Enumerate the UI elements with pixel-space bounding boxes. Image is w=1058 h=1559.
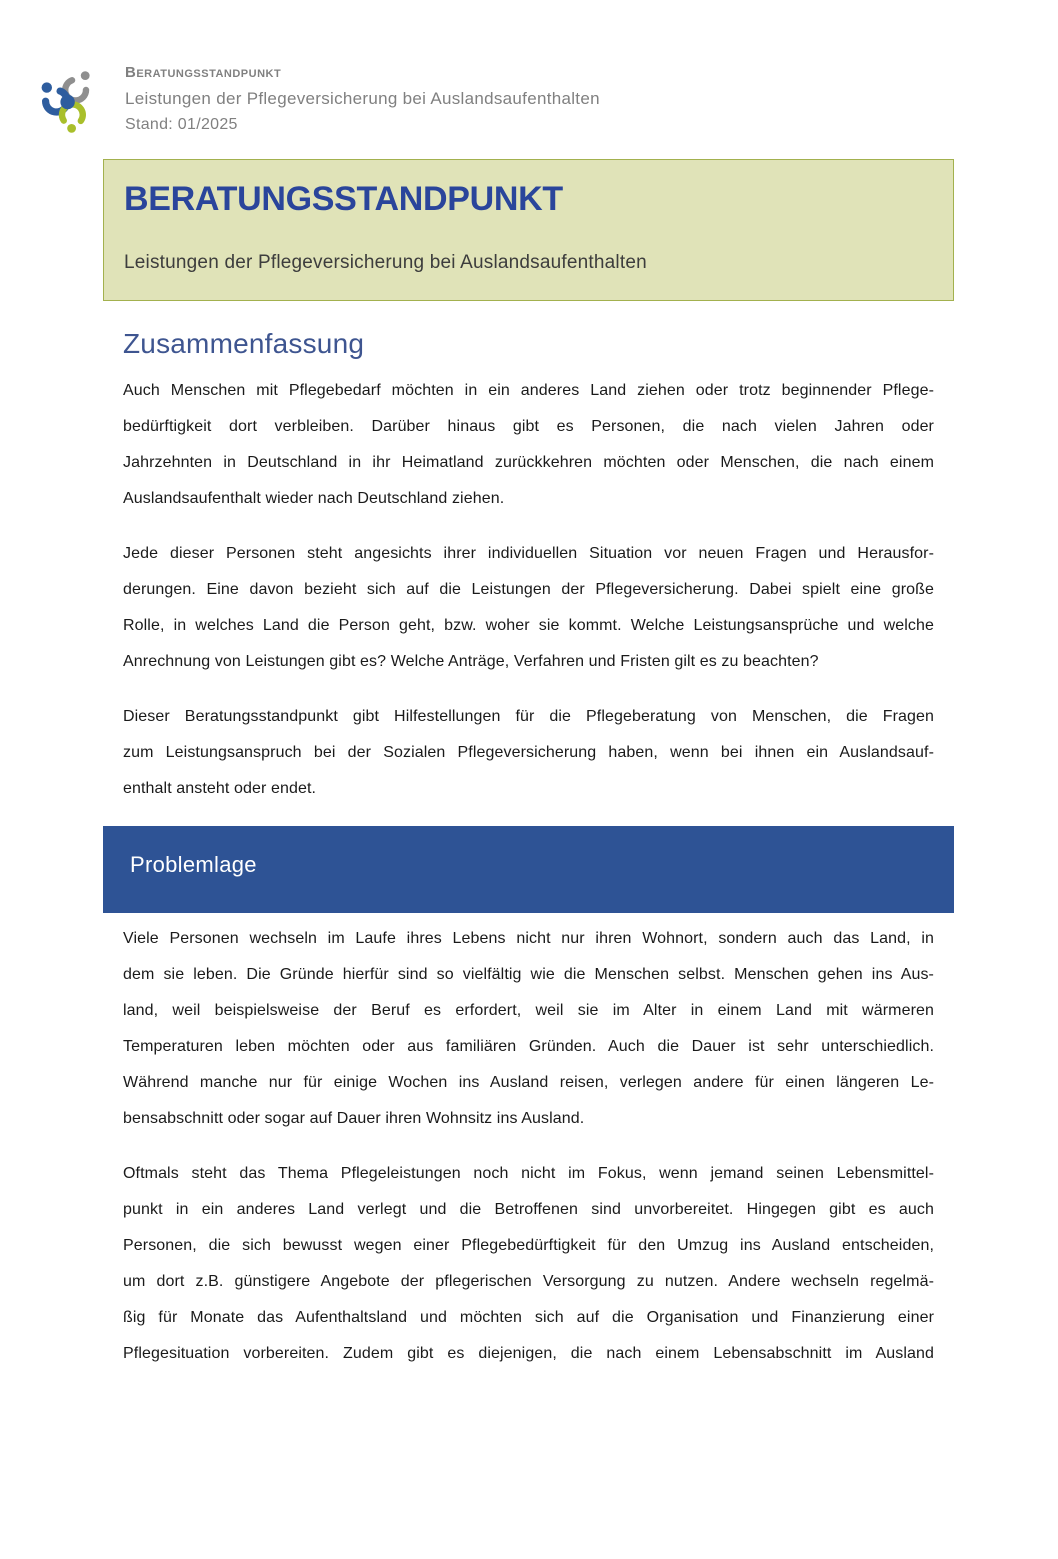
header-text-block	[125, 62, 600, 134]
paragraph	[123, 921, 934, 1137]
text-line: dem sie leben. Die Gründe hierfür sind so vielfältig wie die Menschen selbst. Menschen gehen ins Aus-	[123, 966, 934, 983]
header-date: Stand: 01/2025	[125, 116, 238, 133]
text-line: Während manche nur für einige Wochen ins Ausland reisen, verlegen andere für einen längeren Le-	[123, 1074, 934, 1091]
text-line: land, weil beispielsweise der Beruf es erfordert, weil sie im Alter in einem Land mit wärmeren	[123, 1002, 934, 1019]
text-line: enthalt ansteht oder endet.	[123, 780, 317, 797]
text-line: ßig für Monate das Aufenthaltsland und möchten sich auf die Organisation und Finanzierung einer	[123, 1309, 934, 1326]
text-line: um dort z.B. günstigere Angebote der pflegerischen Versorgung zu nutzen. Andere wechseln regelmä-	[123, 1273, 934, 1290]
text-line: Temperaturen leben möchten oder aus familiären Gründen. Auch die Dauer ist sehr unterschiedlich.	[123, 1038, 934, 1055]
paragraph	[123, 699, 934, 807]
section-banner-label: Problemlage	[130, 851, 257, 877]
text-line: bedürftigkeit dort verbleiben. Darüber hinaus gibt es Personen, die nach vielen Jahren oder	[123, 418, 934, 435]
document-content	[103, 159, 954, 1372]
text-line: Anrechnung von Leistungen gibt es? Welche Anträge, Verfahren und Fristen gilt es zu beachten?	[123, 653, 819, 670]
text-line: derungen. Eine davon bezieht sich auf die Leistungen der Pflegeversicherung. Dabei spielt eine große	[123, 581, 934, 598]
text-line: Pflegesituation vorbereiten. Zudem gibt es diejenigen, die nach einem Lebensabschnitt im Ausland	[123, 1345, 934, 1362]
text-line: Auslandsaufenthalt wieder nach Deutschland ziehen.	[123, 490, 505, 507]
text-line: Rolle, in welches Land die Person geht, bzw. woher sie kommt. Welche Leistungsansprüche und welche	[123, 617, 934, 634]
document-page	[0, 62, 1058, 1372]
header-subtitle: Leistungen der Pflegeversicherung bei Auslandsaufenthalten	[125, 89, 600, 108]
paragraph	[123, 1156, 934, 1372]
text-line: Dieser Beratungsstandpunkt gibt Hilfestellungen für die Pflegeberatung von Menschen, die Fragen	[123, 708, 934, 725]
text-line: Auch Menschen mit Pflegebedarf möchten in ein anderes Land ziehen oder trotz beginnender Pflege-	[123, 382, 934, 399]
text-line: Jede dieser Personen steht angesichts ihrer individuellen Situation vor neuen Fragen und Herausfor-	[123, 545, 934, 562]
text-line: punkt in ein anderes Land verlegt und die Betroffenen sind unvorbereitet. Hingegen gibt es auch	[123, 1201, 934, 1218]
text-line: Jahrzehnten in Deutschland in ihr Heimatland zurückkehren möchten oder Menschen, die nach einem	[123, 454, 934, 471]
section-heading-zusammenfassung: Zusammenfassung	[123, 328, 365, 359]
text-line: bensabschnitt oder sogar auf Dauer ihren Wohnsitz ins Ausland.	[123, 1110, 585, 1127]
header-kicker: Beratungsstandpunkt	[125, 64, 282, 81]
paragraph	[123, 536, 934, 680]
title-banner	[103, 159, 954, 301]
section-problemlage-body	[123, 921, 934, 1372]
text-line: Personen, die sich bewusst wegen einer Pflegebedürftigkeit für den Umzug ins Ausland entscheiden,	[123, 1237, 934, 1254]
section-heading-problemlage	[103, 826, 954, 913]
document-title: BERATUNGSSTANDPUNKT	[124, 180, 563, 218]
document-header	[38, 62, 1058, 140]
paragraph	[123, 373, 934, 517]
document-subtitle: Leistungen der Pflegeversicherung bei Auslandsaufenthalten	[124, 252, 647, 273]
text-line: zum Leistungsanspruch bei der Sozialen Pflegeversicherung haben, wenn bei ihnen ein Auslandsauf-	[123, 744, 934, 761]
organization-logo-icon	[38, 64, 102, 140]
text-line: Oftmals steht das Thema Pflegeleistungen noch nicht im Fokus, wenn jemand seinen Lebensmittel-	[123, 1165, 934, 1182]
text-line: Viele Personen wechseln im Laufe ihres Lebens nicht nur ihren Wohnort, sondern auch das Land, in	[123, 930, 934, 947]
section-zusammenfassung-body	[123, 373, 934, 807]
